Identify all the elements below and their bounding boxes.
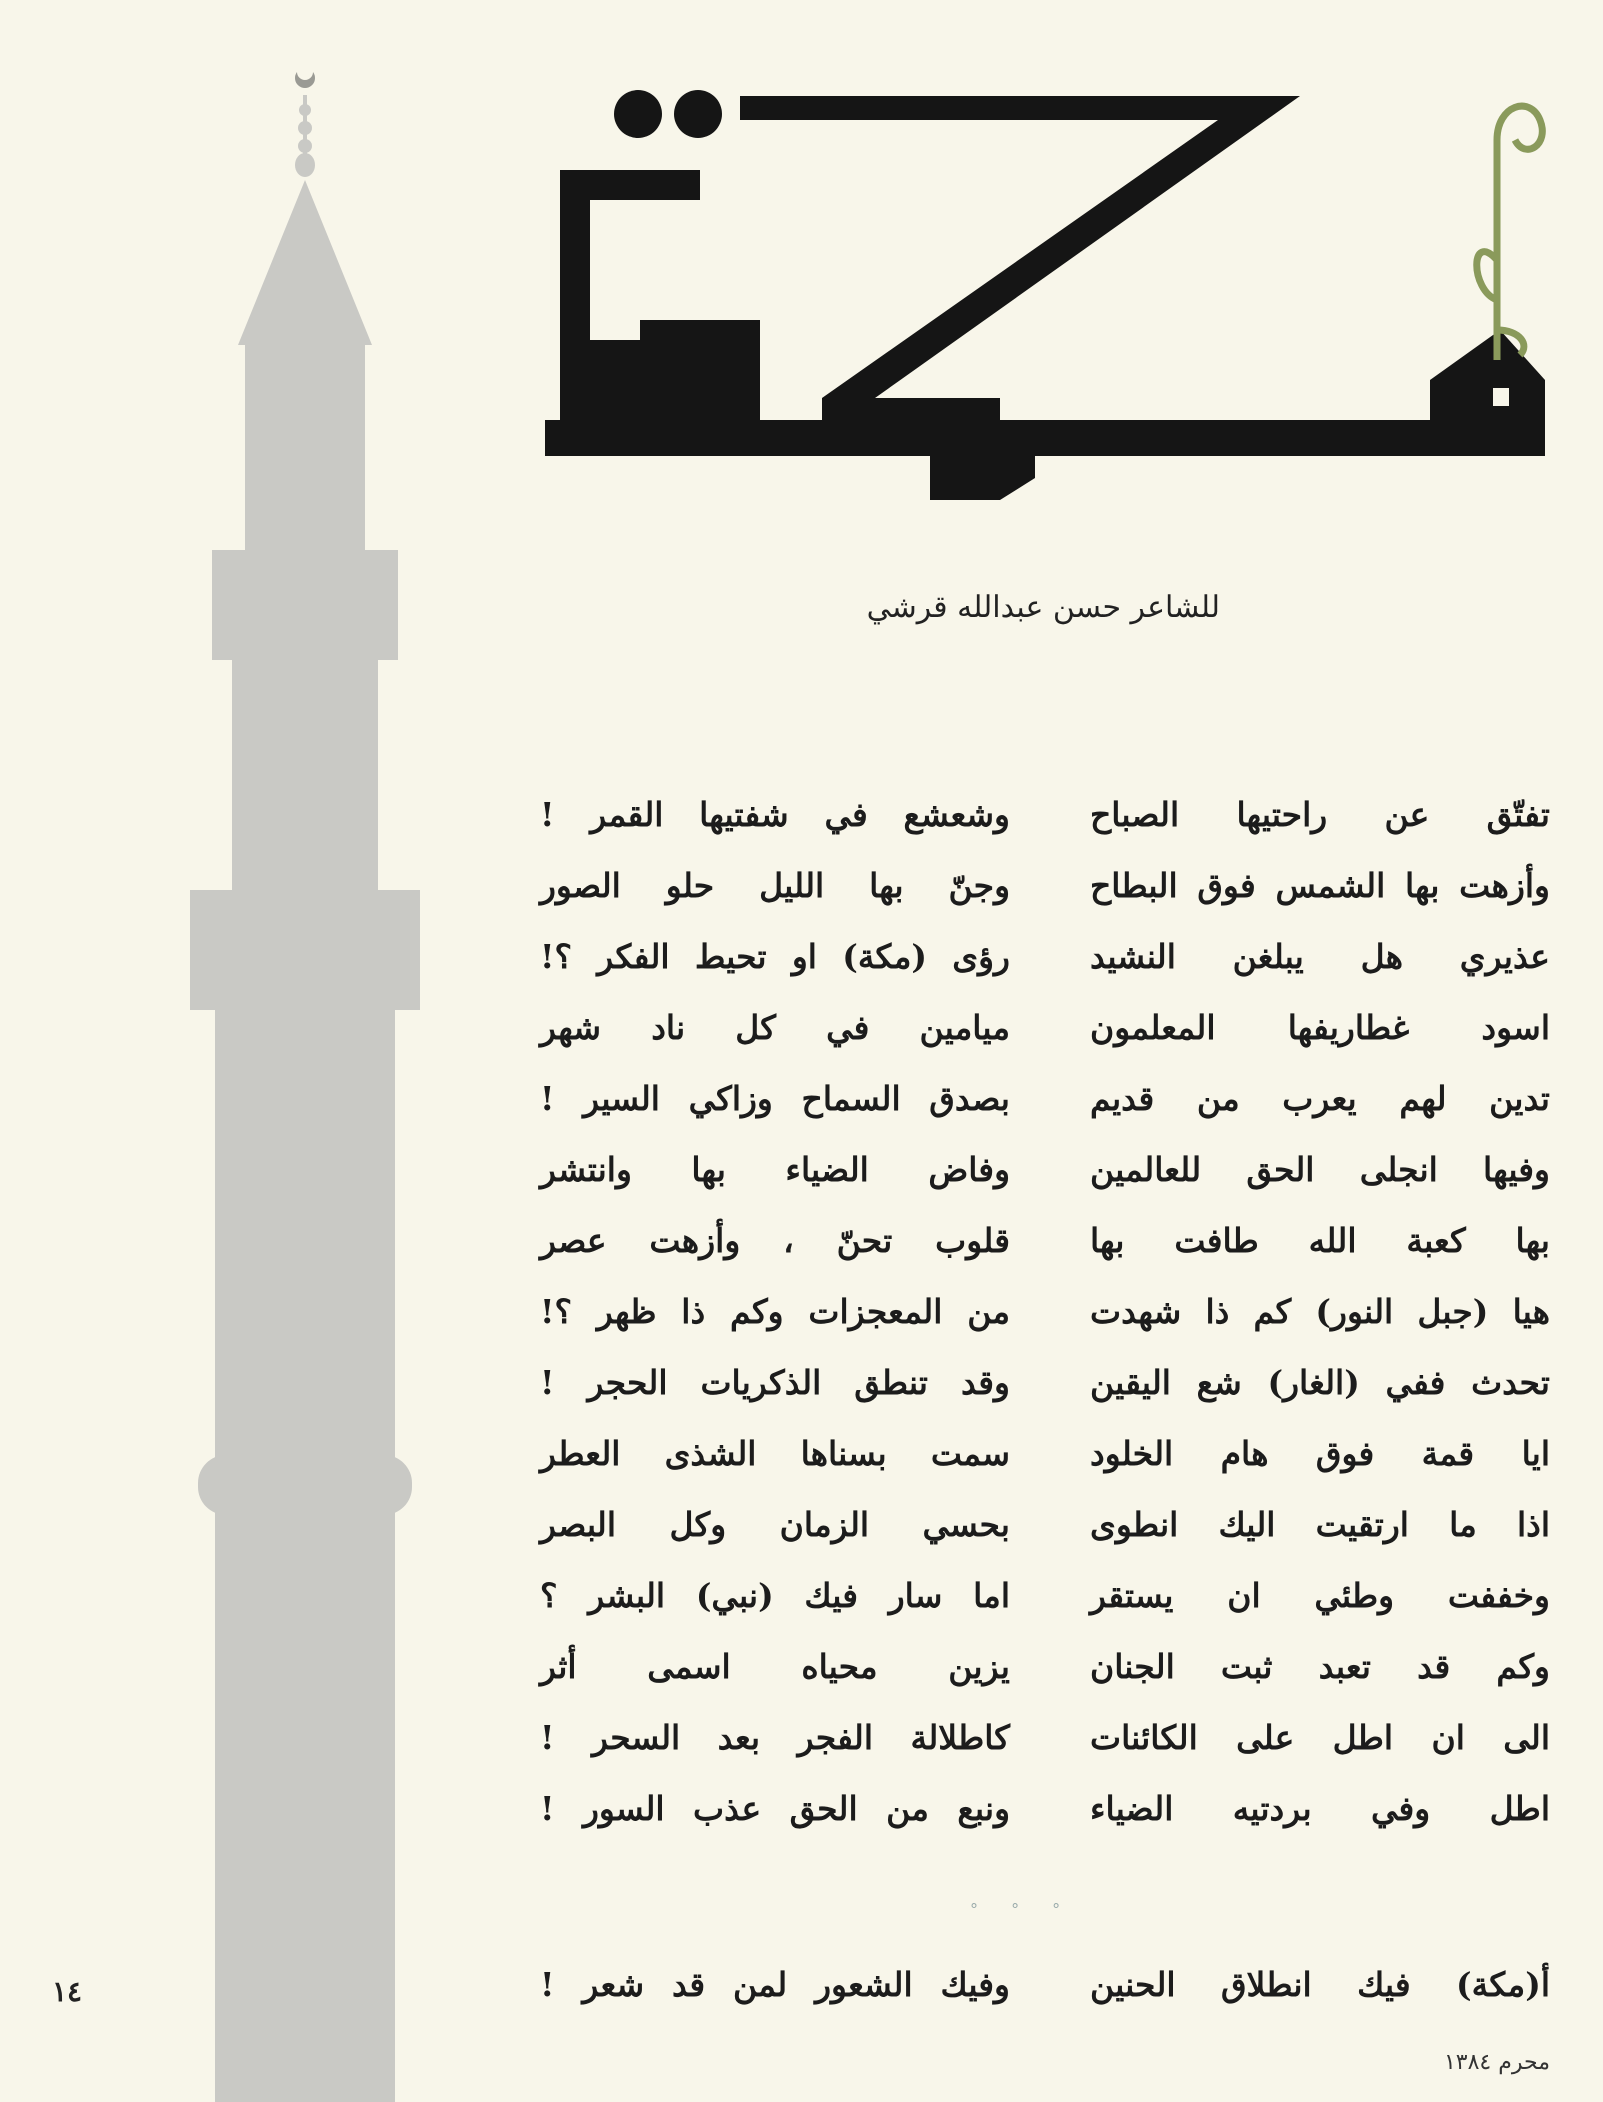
author-byline: للشاعر حسن عبدالله قرشي (866, 590, 1220, 625)
poem-verse (510, 1561, 1550, 1631)
poem-verse (510, 1064, 1550, 1134)
verse-second-hemistich: بحسي الزمان وكل البصر (540, 1505, 1010, 1544)
separator-dots: ° ° ° (970, 1900, 1075, 1919)
poem-verse (510, 1277, 1550, 1347)
verse-first-hemistich: ايا قمة فوق هام الخلود (1090, 1434, 1550, 1473)
poem-verse (510, 1632, 1550, 1702)
verse-second-hemistich: وقد تنطق الذكريات الحجر ! (540, 1363, 1010, 1402)
verse-first-hemistich: اسود غطاريفها المعلمون (1090, 1008, 1550, 1047)
verse-second-hemistich: وفاض الضياء بها وانتشر (540, 1150, 1010, 1189)
verse-first-hemistich: وأزهت بها الشمس فوق البطاح (1090, 866, 1550, 905)
verse-second-hemistich: اما سار فيك (نبي) البشر ؟ (540, 1576, 1010, 1615)
page-number: ١٤ (52, 1975, 83, 2008)
verse-first-hemistich: بها كعبة الله طافت بها (1090, 1221, 1550, 1260)
verse-first-hemistich: وكم قد تعبد ثبت الجنان (1090, 1647, 1550, 1686)
verse-second-hemistich: من المعجزات وكم ذا ظهر ؟! (540, 1292, 1010, 1331)
verse-second-hemistich: بصدق السماح وزاكي السير ! (540, 1079, 1010, 1118)
section-separator (970, 1900, 1090, 1920)
poem-verse (510, 1490, 1550, 1560)
verse-first-hemistich: تحدث ففي (الغار) شع اليقين (1090, 1363, 1550, 1402)
verse-first-hemistich: هيا (جبل النور) كم ذا شهدت (1090, 1292, 1550, 1331)
poem-verse (510, 1703, 1550, 1773)
verse-second-hemistich: وفيك الشعور لمن قد شعر ! (540, 1965, 1010, 2004)
poem-verse (510, 1206, 1550, 1276)
issue-date: محرم ١٣٨٤ (1443, 2050, 1550, 2075)
verse-first-hemistich: عذيري هل يبلغن النشيد (1090, 937, 1550, 976)
verse-first-hemistich: الى ان اطل على الكائنات (1090, 1718, 1550, 1757)
poem-verse (510, 922, 1550, 992)
poem-verse (510, 1950, 1550, 2020)
verse-second-hemistich: يزين محياه اسمى أثر (540, 1647, 1010, 1686)
verse-second-hemistich: رؤى (مكة) او تحيط الفكر ؟! (540, 937, 1010, 976)
verse-first-hemistich: تدين لهم يعرب من قديم (1090, 1079, 1550, 1118)
verse-second-hemistich: سمت بسناها الشذى العطر (540, 1434, 1010, 1473)
poem-body (510, 780, 1550, 1880)
verse-second-hemistich: ونبع من الحق عذب السور ! (540, 1789, 1010, 1828)
verse-first-hemistich: أ(مكة) فيك انطلاق الحنين (1090, 1965, 1550, 2004)
poem-verse (510, 993, 1550, 1063)
verse-second-hemistich: كاطلالة الفجر بعد السحر ! (540, 1718, 1010, 1757)
title-calligraphy (0, 0, 1603, 560)
poem-verse (510, 1419, 1550, 1489)
verse-second-hemistich: ميامين في كل ناد شهر (540, 1008, 1010, 1047)
verse-second-hemistich: قلوب تحنّ ، وأزهت عصر (540, 1221, 1010, 1260)
verse-second-hemistich: وجنّ بها الليل حلو الصور (540, 866, 1010, 905)
poem-verse (510, 851, 1550, 921)
verse-first-hemistich: وخففت وطئي ان يستقر (1090, 1576, 1550, 1615)
verse-first-hemistich: وفيها انجلى الحق للعالمين (1090, 1150, 1550, 1189)
verse-second-hemistich: وشعشع في شفتيها القمر ! (540, 795, 1010, 834)
poem-verse (510, 1135, 1550, 1205)
poem-verse (510, 1774, 1550, 1844)
poem-verse (510, 1348, 1550, 1418)
verse-first-hemistich: اذا ما ارتقيت اليك انطوى (1090, 1505, 1550, 1544)
poem-final-verse (510, 1950, 1550, 2020)
verse-first-hemistich: تفتّق عن راحتيها الصباح (1090, 795, 1550, 834)
poem-verse (510, 780, 1550, 850)
verse-first-hemistich: اطل وفي بردتيه الضياء (1090, 1789, 1550, 1828)
